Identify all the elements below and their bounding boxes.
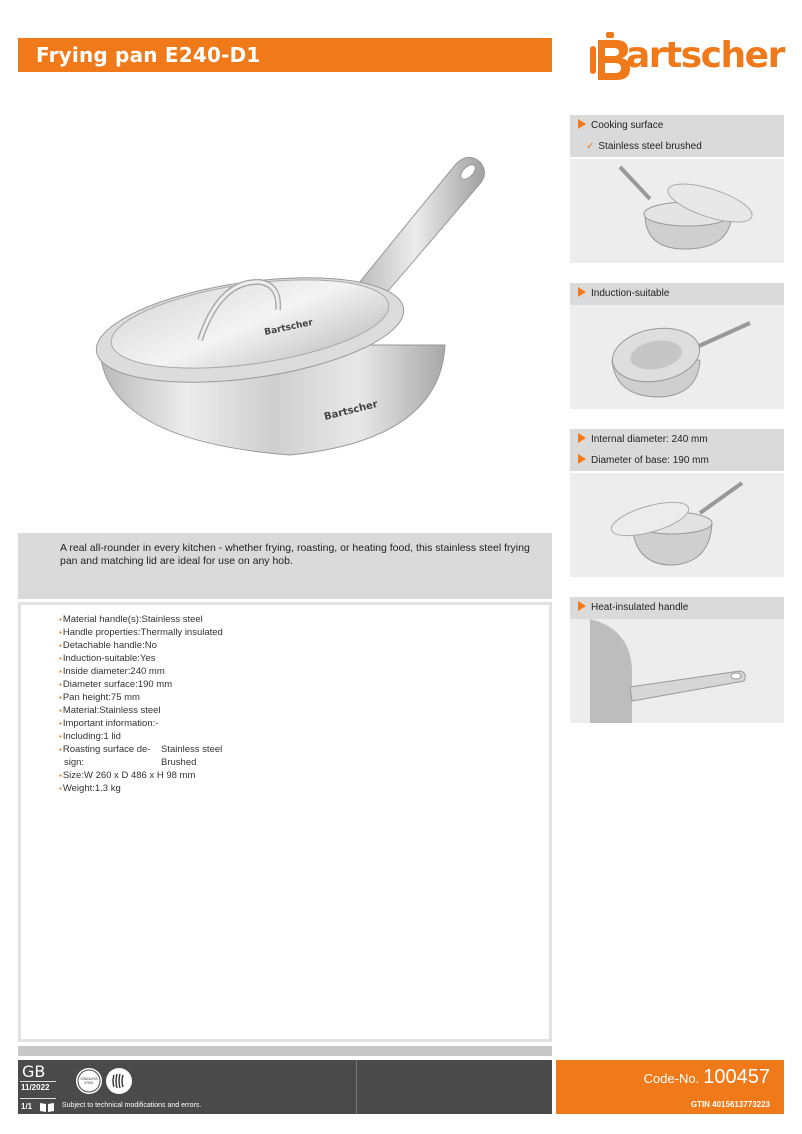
bullet-icon: ▪ bbox=[59, 771, 62, 780]
main-product-image bbox=[60, 140, 520, 490]
spec-item-roasting bbox=[59, 743, 231, 769]
spec-item: ▪Important information:- bbox=[59, 718, 159, 729]
title-bar bbox=[18, 38, 552, 72]
code-number-line bbox=[644, 1066, 770, 1089]
feature-stainless: ✓ Stainless steel brushed bbox=[570, 137, 784, 157]
description-panel bbox=[18, 533, 552, 599]
spec-panel bbox=[18, 602, 552, 1042]
spec-item: ▪Weight:1.3 kg bbox=[59, 783, 121, 794]
feature-handle: Heat-insulated handle bbox=[570, 597, 784, 619]
page-title: Frying pan E240-D1 bbox=[36, 43, 261, 67]
spec-item: ▪Material:Stainless steel bbox=[59, 705, 161, 716]
gtin: GTIN 4015613773223 bbox=[690, 1100, 770, 1109]
spec-item: ▪Diameter surface:190 mm bbox=[59, 679, 173, 690]
triangle-bullet-icon bbox=[578, 433, 586, 443]
spec-item: ▪Inside diameter:240 mm bbox=[59, 666, 165, 677]
logo-mark-icon bbox=[586, 28, 630, 84]
code-number: 100457 bbox=[703, 1066, 770, 1088]
code-panel bbox=[556, 1060, 784, 1114]
bullet-icon: ▪ bbox=[59, 667, 62, 676]
svg-text:Bartscher: Bartscher bbox=[323, 398, 379, 423]
triangle-bullet-icon bbox=[578, 119, 586, 129]
feature-image-handle bbox=[570, 619, 784, 723]
brand-logo bbox=[586, 28, 784, 84]
bullet-icon: ▪ bbox=[59, 680, 62, 689]
svg-text:STEEL: STEEL bbox=[84, 1081, 94, 1085]
divider bbox=[20, 1098, 56, 1099]
spec-item: ▪Size:W 260 x D 486 x H 98 mm bbox=[59, 770, 196, 781]
svg-text:Bartscher: Bartscher bbox=[263, 317, 314, 338]
bullet-icon: ▪ bbox=[59, 654, 62, 663]
code-label: Code-No. bbox=[643, 1071, 700, 1086]
book-icon bbox=[40, 1103, 54, 1112]
triangle-bullet-icon bbox=[578, 601, 586, 611]
footer-divider-strip bbox=[18, 1046, 552, 1056]
footer-info bbox=[18, 1060, 552, 1114]
disclaimer: Subject to technical modifications and errors. bbox=[62, 1102, 202, 1109]
bullet-icon: ▪ bbox=[59, 706, 62, 715]
feature-internal-diameter: Internal diameter: 240 mm bbox=[570, 429, 784, 451]
bullet-icon: ▪ bbox=[59, 628, 62, 637]
divider bbox=[356, 1060, 357, 1114]
bullet-icon: ▪ bbox=[59, 641, 62, 650]
bullet-icon: ▪ bbox=[59, 693, 62, 702]
bullet-icon: ▪ bbox=[59, 732, 62, 741]
svg-text:STAINLESS: STAINLESS bbox=[80, 1077, 98, 1081]
checkmark-icon: ✓ bbox=[586, 141, 595, 152]
feature-image-base bbox=[570, 305, 784, 409]
bullet-icon: ▪ bbox=[59, 784, 62, 793]
spec-item: ▪Induction-suitable:Yes bbox=[59, 653, 156, 664]
feature-image-lid-pan bbox=[570, 159, 784, 263]
bullet-icon: ▪ bbox=[59, 615, 62, 624]
triangle-bullet-icon bbox=[578, 454, 586, 464]
triangle-bullet-icon bbox=[578, 287, 586, 297]
country-code: GB bbox=[22, 1062, 46, 1081]
stainless-steel-icon bbox=[76, 1068, 102, 1094]
brand-wordmark: artscher bbox=[626, 35, 784, 76]
spec-list bbox=[59, 613, 231, 795]
divider bbox=[20, 1081, 56, 1082]
feature-image-diameter bbox=[570, 473, 784, 577]
feature-induction: Induction-suitable bbox=[570, 283, 784, 305]
spec-item: ▪Detachable handle:No bbox=[59, 640, 157, 651]
issue-date: 11/2022 bbox=[21, 1083, 50, 1092]
product-description: A real all-rounder in every kitchen - whether frying, roasting, or heating food, this stainless steel frying pan and matching lid are ideal for use on any hob. bbox=[60, 542, 530, 567]
feature-cooking-surface: Cooking surface bbox=[570, 115, 784, 137]
spec-item: ▪Including:1 lid bbox=[59, 731, 121, 742]
bullet-icon: ▪ bbox=[59, 719, 62, 728]
spec-item: ▪Pan height:75 mm bbox=[59, 692, 140, 703]
induction-icon bbox=[106, 1068, 132, 1094]
page-count: 1/1 bbox=[21, 1102, 33, 1111]
feature-base-diameter: Diameter of base: 190 mm bbox=[570, 451, 784, 471]
spec-item: ▪Handle properties:Thermally insulated bbox=[59, 627, 223, 638]
spec-value: Stainless steel Brushed bbox=[161, 744, 223, 768]
bullet-icon: ▪ bbox=[59, 745, 62, 754]
spec-key: ▪Roasting surface de- sign: bbox=[59, 744, 151, 768]
spec-item: ▪Material handle(s):Stainless steel bbox=[59, 614, 203, 625]
